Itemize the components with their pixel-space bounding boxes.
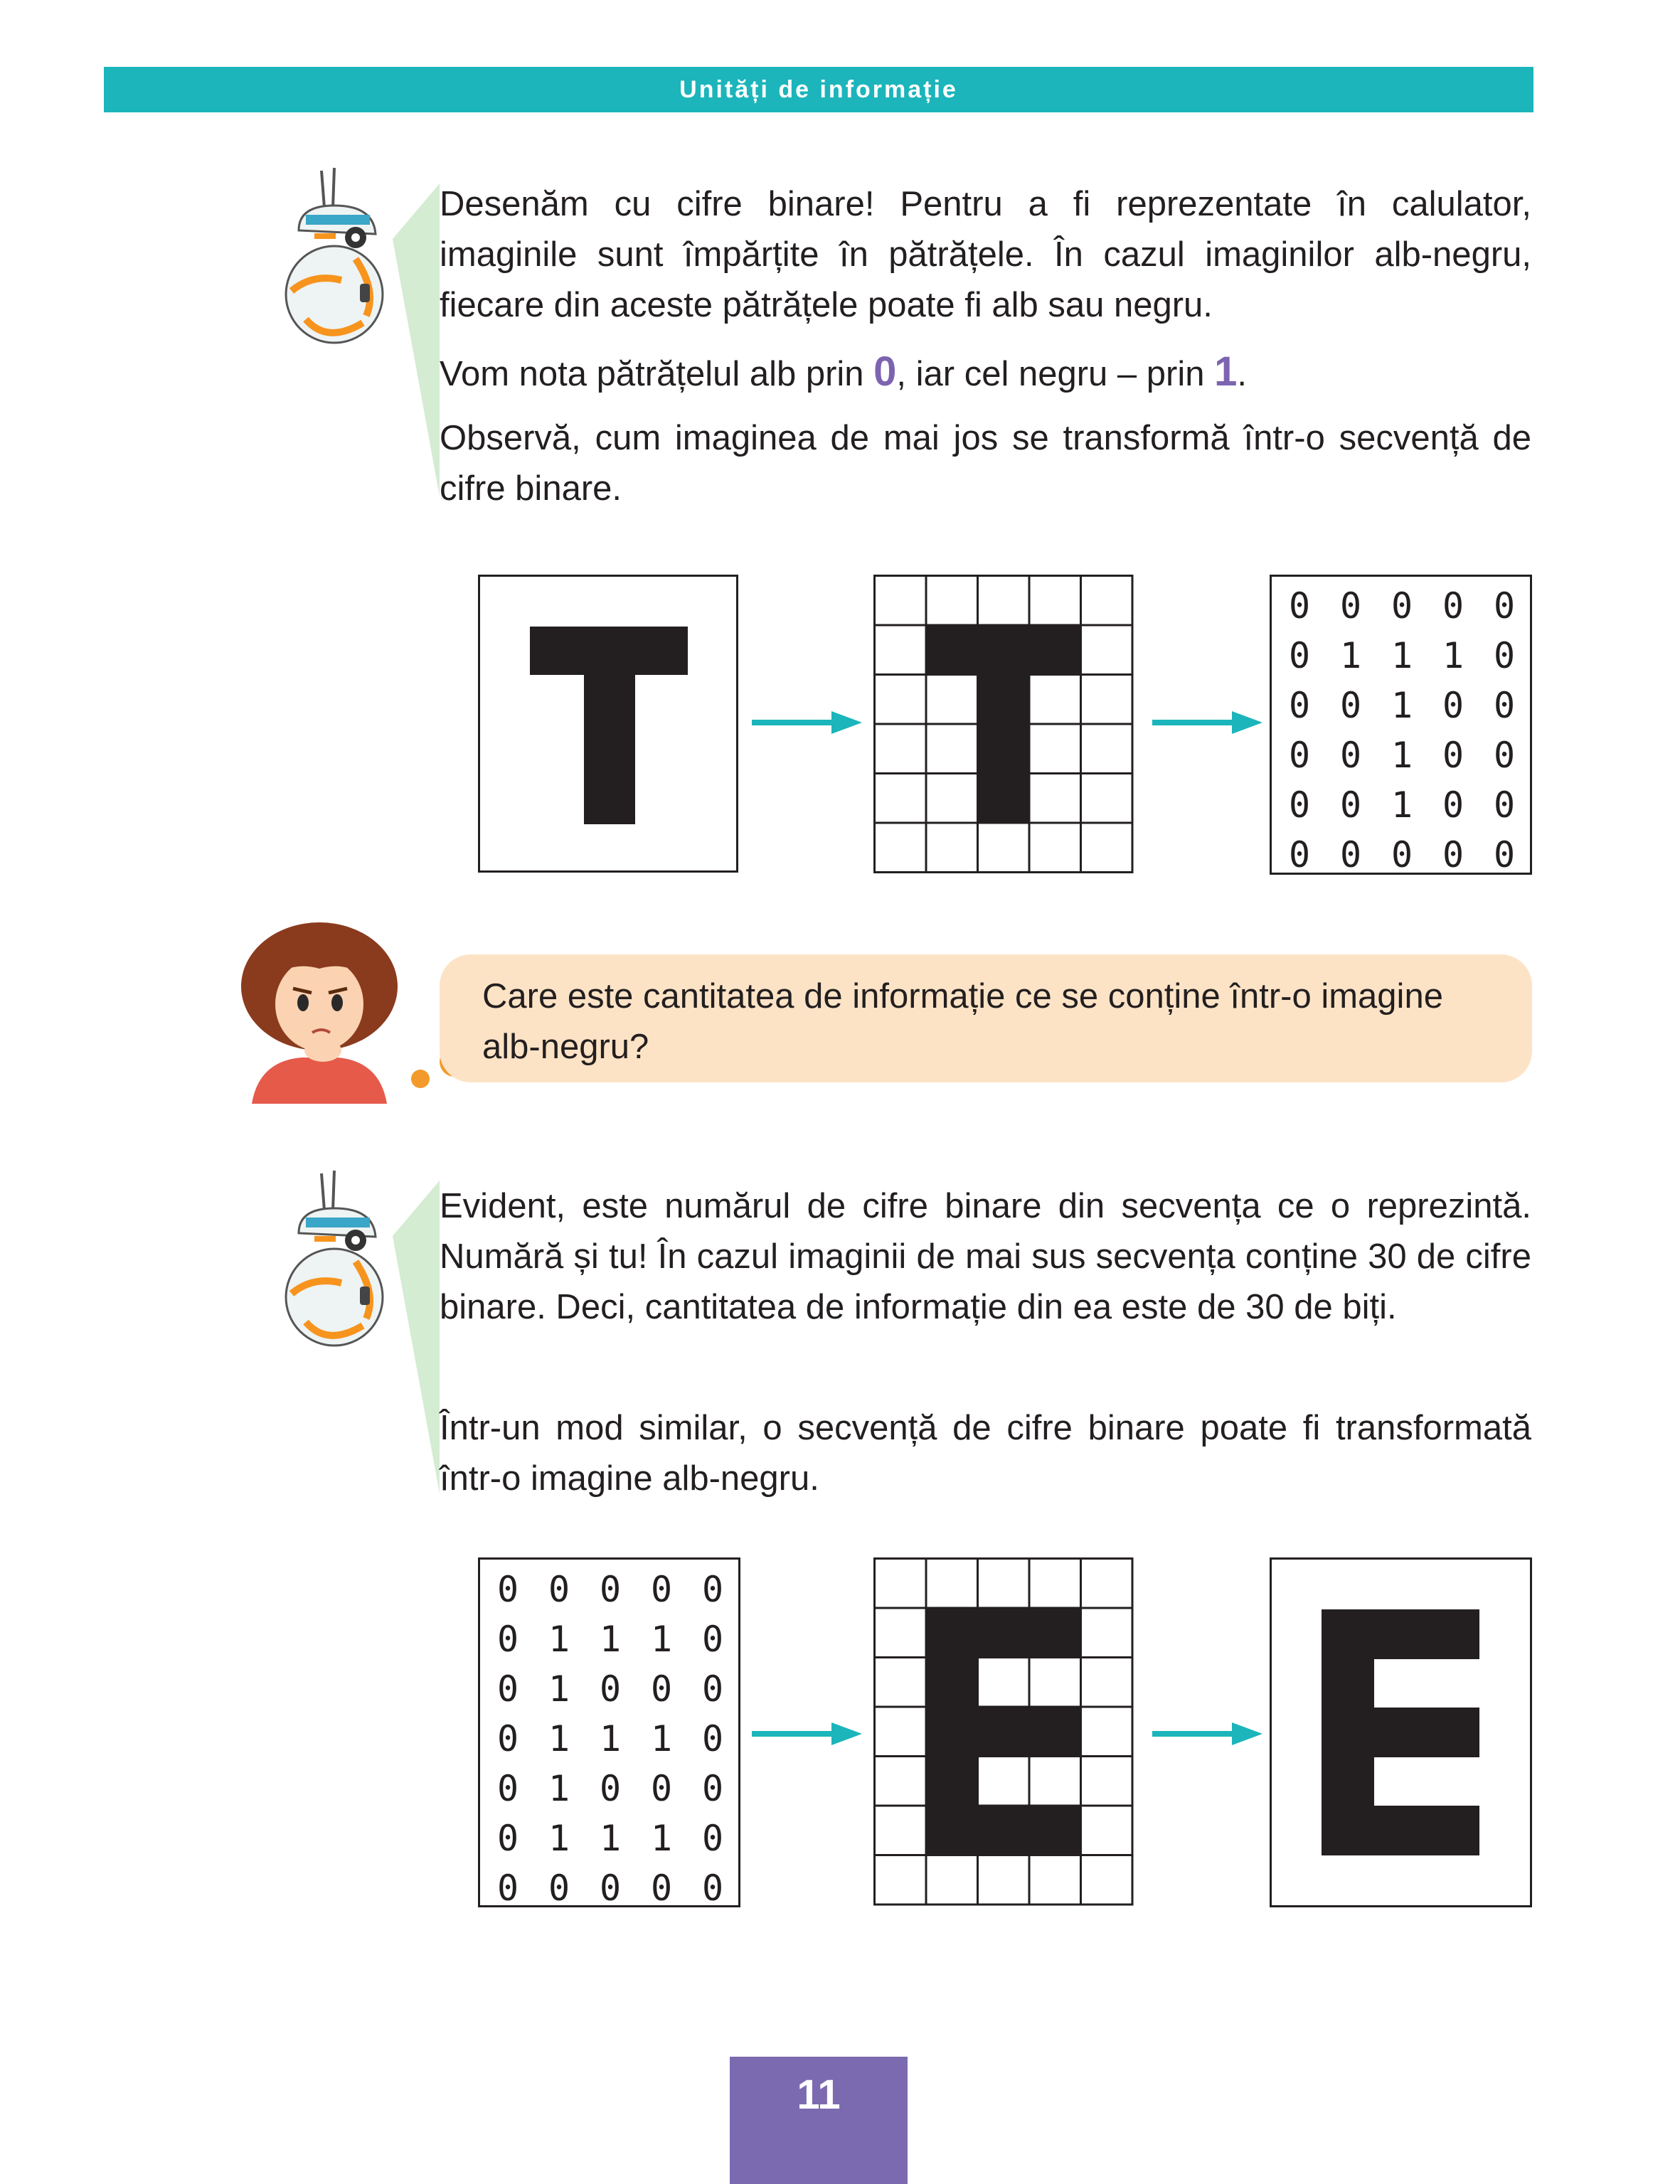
matrix-t-bit-r3-c4: 0 bbox=[1493, 735, 1516, 776]
intro-paragraph: Desenăm cu cifre binare! Pentru a fi reprezentate în calulator, imaginile sunt împărțite în pătrățele. În cazul imaginilor alb-negru, fiecare din aceste pătrățele poate fi alb sau negru. bbox=[440, 185, 1531, 324]
grid-e-cell-r6-c0 bbox=[875, 1855, 927, 1905]
matrix-e-bit-r2-c4: 0 bbox=[701, 1668, 724, 1710]
grid-e-cell-r4-c2 bbox=[978, 1757, 1030, 1806]
grid-t-cell-r3-c1 bbox=[926, 724, 978, 774]
grid-t-cell-r3-c0 bbox=[875, 724, 927, 774]
grid-e-cell-r4-c0 bbox=[875, 1757, 927, 1806]
binary-matrix-e-box bbox=[478, 1557, 740, 1907]
matrix-e-bit-r3-c3: 1 bbox=[650, 1718, 673, 1759]
grid-e-cell-r5-c4 bbox=[1081, 1806, 1133, 1855]
grid-e-cell-r6-c3 bbox=[1029, 1855, 1081, 1905]
right-arrow-icon bbox=[1152, 708, 1262, 737]
speech-lead-1 bbox=[390, 183, 440, 496]
grid-t-cell-r1-c1 bbox=[926, 625, 978, 675]
grid-e-cell-r5-c1 bbox=[926, 1806, 978, 1855]
one-highlight: 1 bbox=[1214, 348, 1238, 395]
matrix-t-bit-r0-c4: 0 bbox=[1493, 585, 1516, 627]
grid-e-cell-r1-c2 bbox=[978, 1608, 1030, 1658]
matrix-e-bit-r1-c0: 0 bbox=[496, 1619, 519, 1660]
grid-t-cell-r2-c1 bbox=[926, 675, 978, 725]
matrix-t-bit-r1-c1: 1 bbox=[1339, 635, 1362, 676]
grid-e-cell-r0-c3 bbox=[1029, 1559, 1081, 1609]
grid-e-cell-r0-c1 bbox=[926, 1559, 978, 1609]
grid-e-cell-r2-c3 bbox=[1029, 1658, 1081, 1708]
grid-e-cell-r6-c2 bbox=[978, 1855, 1030, 1905]
matrix-e-bit-r3-c2: 1 bbox=[599, 1718, 622, 1759]
grid-t-cell-r4-c1 bbox=[926, 774, 978, 824]
matrix-e-bit-r2-c3: 0 bbox=[650, 1668, 673, 1710]
matrix-e-bit-r1-c4: 0 bbox=[701, 1619, 724, 1660]
matrix-e-bit-r2-c0: 0 bbox=[496, 1668, 519, 1710]
grid-t-cell-r2-c3 bbox=[1029, 675, 1081, 725]
grid-e-cell-r5-c2 bbox=[978, 1806, 1030, 1855]
grid-e-cell-r6-c4 bbox=[1081, 1855, 1133, 1905]
matrix-t-bit-r3-c1: 0 bbox=[1339, 735, 1362, 776]
grid-t-cell-r0-c2 bbox=[978, 576, 1030, 626]
grid-e-cell-r2-c2 bbox=[978, 1658, 1030, 1708]
grid-e-cell-r1-c1 bbox=[926, 1608, 978, 1658]
matrix-t-bit-r2-c2: 1 bbox=[1391, 685, 1413, 726]
observe-paragraph: Observă, cum imaginea de mai jos se transformă într-o secvență de cifre binare. bbox=[440, 419, 1531, 508]
matrix-t-bit-r0-c2: 0 bbox=[1391, 585, 1413, 627]
grid-t-cell-r1-c3 bbox=[1029, 625, 1081, 675]
matrix-t-bit-r1-c3: 1 bbox=[1442, 635, 1464, 676]
thinking-girl-icon bbox=[238, 919, 401, 1104]
matrix-e-bit-r4-c3: 0 bbox=[650, 1768, 673, 1809]
zero-highlight: 0 bbox=[873, 348, 897, 395]
matrix-e-bit-r0-c1: 0 bbox=[548, 1569, 570, 1610]
matrix-e-bit-r2-c2: 0 bbox=[599, 1668, 622, 1710]
grid-t-cell-r0-c4 bbox=[1081, 576, 1133, 626]
pixel-grid-t bbox=[873, 575, 1134, 873]
grid-e-cell-r1-c3 bbox=[1029, 1608, 1081, 1658]
chapter-header bbox=[104, 67, 1533, 112]
chapter-title: Unități de informație bbox=[679, 75, 958, 103]
pixel-grid-e bbox=[873, 1557, 1134, 1906]
matrix-e-bit-r5-c3: 1 bbox=[650, 1818, 673, 1859]
bubble-dot-small bbox=[411, 1070, 430, 1088]
grid-t-cell-r2-c4 bbox=[1081, 675, 1133, 725]
grid-t-cell-r0-c3 bbox=[1029, 576, 1081, 626]
right-arrow-icon bbox=[752, 708, 862, 737]
grid-t-cell-r5-c1 bbox=[926, 823, 978, 873]
matrix-e-bit-r5-c2: 1 bbox=[599, 1818, 622, 1859]
matrix-e-bit-r1-c1: 1 bbox=[548, 1619, 570, 1660]
right-arrow-icon bbox=[752, 1720, 862, 1748]
binary-matrix-t-box bbox=[1270, 575, 1532, 875]
grid-t-cell-r5-c3 bbox=[1029, 823, 1081, 873]
grid-t-cell-r0-c0 bbox=[875, 576, 927, 626]
grid-t-cell-r0-c1 bbox=[926, 576, 978, 626]
grid-e-cell-r5-c3 bbox=[1029, 1806, 1081, 1855]
explanation-paragraph: Evident, este numărul de cifre binare din secvența ce o reprezintă. Numără și tu! În cazul imaginii de mai sus secvența conține 30 de cifre binare. Deci, cantitatea de informație din ea este de 30 de biți. bbox=[440, 1187, 1531, 1326]
matrix-t-bit-r1-c2: 1 bbox=[1391, 635, 1413, 676]
grid-t-cell-r3-c3 bbox=[1029, 724, 1081, 774]
letter-e-shape bbox=[1272, 1560, 1530, 1905]
grid-e-cell-r2-c1 bbox=[926, 1658, 978, 1708]
matrix-e-bit-r5-c1: 1 bbox=[548, 1818, 570, 1859]
grid-t-cell-r5-c4 bbox=[1081, 823, 1133, 873]
grid-e-cell-r1-c4 bbox=[1081, 1608, 1133, 1658]
matrix-t-bit-r2-c1: 0 bbox=[1339, 685, 1362, 726]
reverse-paragraph: Într-un mod similar, o secvență de cifre binare poate fi transformată într-o imagine alb-negru. bbox=[440, 1409, 1531, 1498]
matrix-e-bit-r3-c4: 0 bbox=[701, 1718, 724, 1759]
matrix-e-bit-r3-c1: 1 bbox=[548, 1718, 570, 1759]
matrix-e-bit-r6-c1: 0 bbox=[548, 1868, 570, 1909]
matrix-t-bit-r2-c3: 0 bbox=[1442, 685, 1464, 726]
matrix-e-bit-r2-c1: 1 bbox=[548, 1668, 570, 1710]
question-text: Care este cantitatea de informație ce se conține într-o imagine alb-negru? bbox=[482, 977, 1443, 1066]
speech-lead-2 bbox=[390, 1181, 440, 1493]
robot-mascot-icon bbox=[277, 166, 391, 353]
grid-t-cell-r4-c3 bbox=[1029, 774, 1081, 824]
matrix-t-bit-r0-c1: 0 bbox=[1339, 585, 1362, 627]
grid-t-cell-r4-c4 bbox=[1081, 774, 1133, 824]
matrix-e-bit-r6-c3: 0 bbox=[650, 1868, 673, 1909]
grid-t-cell-r4-c2 bbox=[978, 774, 1030, 824]
matrix-t-bit-r4-c2: 1 bbox=[1391, 784, 1413, 826]
grid-e-cell-r4-c3 bbox=[1029, 1757, 1081, 1806]
matrix-t-bit-r5-c1: 0 bbox=[1339, 834, 1362, 875]
matrix-e-bit-r6-c0: 0 bbox=[496, 1868, 519, 1909]
matrix-e-bit-r5-c0: 0 bbox=[496, 1818, 519, 1859]
grid-e-cell-r3-c4 bbox=[1081, 1707, 1133, 1757]
letter-t-shape bbox=[480, 577, 736, 870]
binary-matrix-t bbox=[1274, 581, 1530, 880]
grid-e-cell-r5-c0 bbox=[875, 1806, 927, 1855]
grid-e-cell-r3-c2 bbox=[978, 1707, 1030, 1757]
matrix-e-bit-r4-c2: 0 bbox=[599, 1768, 622, 1809]
matrix-e-bit-r0-c2: 0 bbox=[599, 1569, 622, 1610]
matrix-t-bit-r3-c2: 1 bbox=[1391, 735, 1413, 776]
matrix-t-bit-r3-c0: 0 bbox=[1288, 735, 1311, 776]
matrix-e-bit-r1-c3: 1 bbox=[650, 1619, 673, 1660]
grid-e-cell-r1-c0 bbox=[875, 1608, 927, 1658]
matrix-t-bit-r5-c0: 0 bbox=[1288, 834, 1311, 875]
matrix-t-bit-r5-c2: 0 bbox=[1391, 834, 1413, 875]
grid-t-cell-r3-c2 bbox=[978, 724, 1030, 774]
matrix-t-bit-r0-c0: 0 bbox=[1288, 585, 1311, 627]
grid-e-cell-r6-c1 bbox=[926, 1855, 978, 1905]
matrix-t-bit-r2-c4: 0 bbox=[1493, 685, 1516, 726]
letter-t-image bbox=[478, 575, 738, 873]
matrix-e-bit-r0-c3: 0 bbox=[650, 1569, 673, 1610]
grid-t-cell-r2-c2 bbox=[978, 675, 1030, 725]
grid-e-cell-r2-c4 bbox=[1081, 1658, 1133, 1708]
grid-t-cell-r5-c2 bbox=[978, 823, 1030, 873]
grid-e-cell-r4-c1 bbox=[926, 1757, 978, 1806]
page-number-box bbox=[730, 2057, 908, 2184]
binary-matrix-e bbox=[482, 1565, 738, 1913]
grid-t-cell-r3-c4 bbox=[1081, 724, 1133, 774]
matrix-t-bit-r5-c4: 0 bbox=[1493, 834, 1516, 875]
grid-e-cell-r2-c0 bbox=[875, 1658, 927, 1708]
matrix-e-bit-r4-c0: 0 bbox=[496, 1768, 519, 1809]
matrix-t-bit-r4-c4: 0 bbox=[1493, 784, 1516, 826]
matrix-e-bit-r1-c2: 1 bbox=[599, 1619, 622, 1660]
grid-e-cell-r0-c2 bbox=[978, 1559, 1030, 1609]
matrix-e-bit-r3-c0: 0 bbox=[496, 1718, 519, 1759]
matrix-t-bit-r1-c4: 0 bbox=[1493, 635, 1516, 676]
page-number: 11 bbox=[797, 2072, 841, 2118]
matrix-e-bit-r5-c4: 0 bbox=[701, 1818, 724, 1859]
matrix-e-bit-r0-c0: 0 bbox=[496, 1569, 519, 1610]
grid-t-cell-r1-c0 bbox=[875, 625, 927, 675]
matrix-e-bit-r0-c4: 0 bbox=[701, 1569, 724, 1610]
grid-e-cell-r4-c4 bbox=[1081, 1757, 1133, 1806]
matrix-e-bit-r4-c4: 0 bbox=[701, 1768, 724, 1809]
matrix-e-bit-r4-c1: 1 bbox=[548, 1768, 570, 1809]
grid-e-cell-r3-c1 bbox=[926, 1707, 978, 1757]
grid-t-cell-r5-c0 bbox=[875, 823, 927, 873]
grid-e-cell-r0-c4 bbox=[1081, 1559, 1133, 1609]
matrix-e-bit-r6-c4: 0 bbox=[701, 1868, 724, 1909]
grid-t-cell-r4-c0 bbox=[875, 774, 927, 824]
notation-paragraph: Vom nota pătrățelul alb prin 0, iar cel negru – prin 1. bbox=[440, 348, 1247, 395]
robot-mascot-icon bbox=[277, 1169, 391, 1355]
question-bubble bbox=[440, 954, 1532, 1082]
grid-e-cell-r0-c0 bbox=[875, 1559, 927, 1609]
matrix-t-bit-r1-c0: 0 bbox=[1288, 635, 1311, 676]
letter-e-image bbox=[1270, 1557, 1532, 1907]
grid-e-cell-r3-c3 bbox=[1029, 1707, 1081, 1757]
matrix-t-bit-r5-c3: 0 bbox=[1442, 834, 1464, 875]
matrix-t-bit-r4-c0: 0 bbox=[1288, 784, 1311, 826]
grid-e-cell-r3-c0 bbox=[875, 1707, 927, 1757]
grid-t-cell-r1-c2 bbox=[978, 625, 1030, 675]
grid-t-cell-r1-c4 bbox=[1081, 625, 1133, 675]
matrix-t-bit-r4-c3: 0 bbox=[1442, 784, 1464, 826]
matrix-t-bit-r2-c0: 0 bbox=[1288, 685, 1311, 726]
matrix-e-bit-r6-c2: 0 bbox=[599, 1868, 622, 1909]
matrix-t-bit-r3-c3: 0 bbox=[1442, 735, 1464, 776]
grid-t-cell-r2-c0 bbox=[875, 675, 927, 725]
right-arrow-icon bbox=[1152, 1720, 1262, 1748]
matrix-t-bit-r4-c1: 0 bbox=[1339, 784, 1362, 826]
matrix-t-bit-r0-c3: 0 bbox=[1442, 585, 1464, 627]
